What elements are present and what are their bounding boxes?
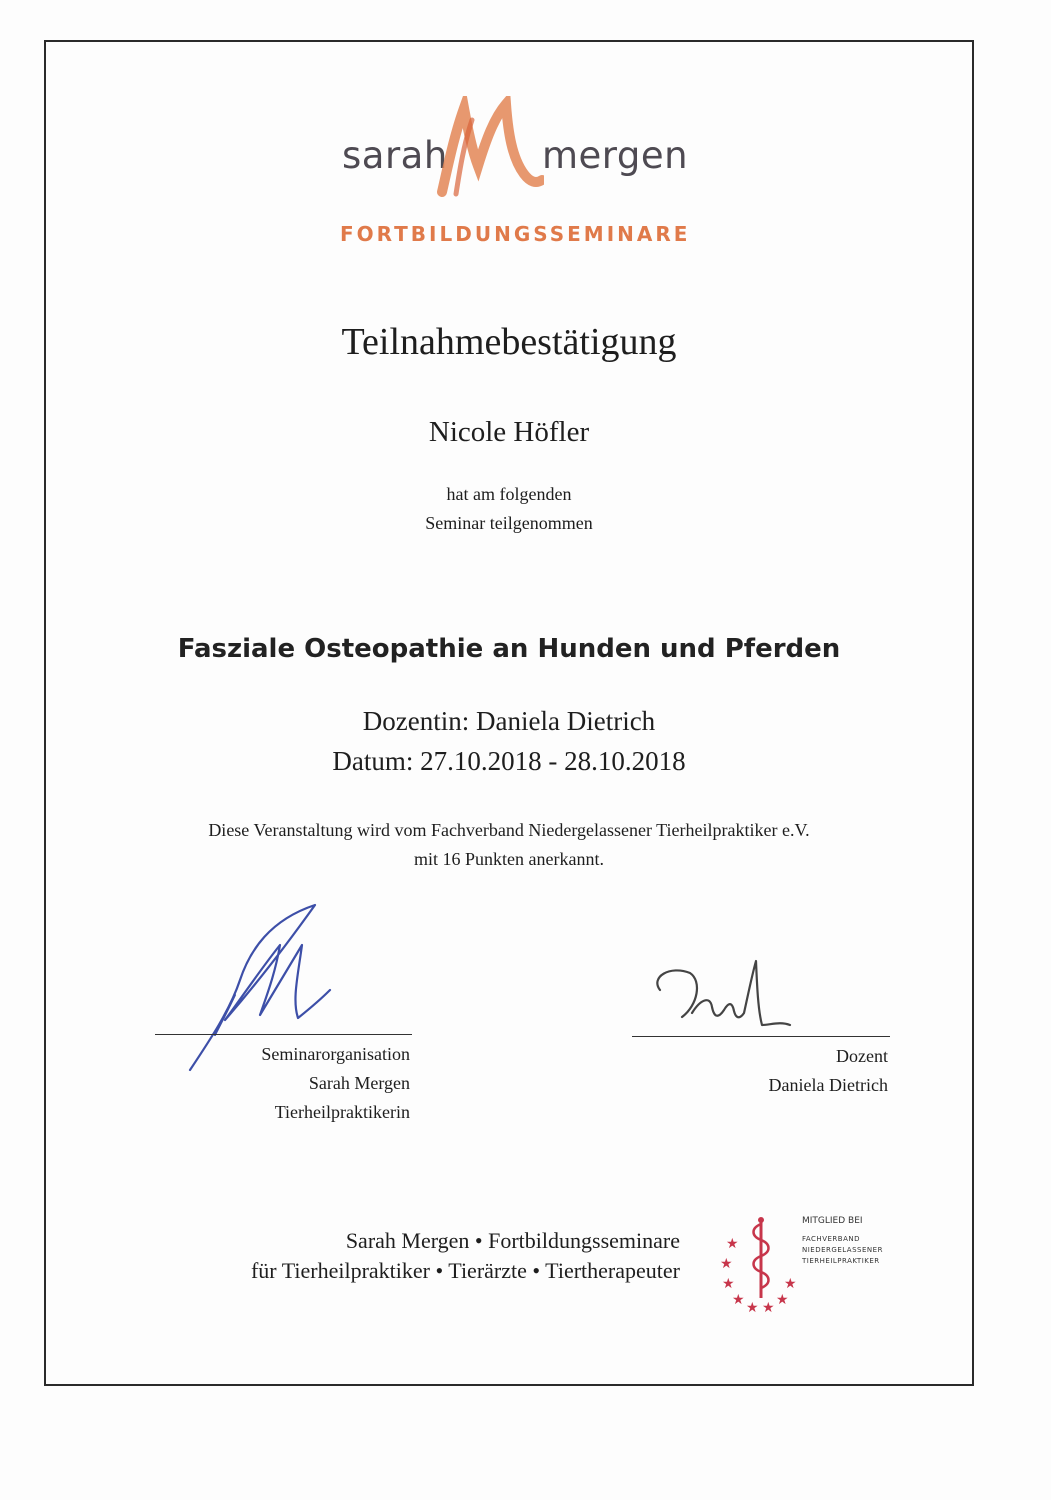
intro-line-1: hat am folgenden bbox=[446, 484, 572, 504]
badge-org-line-3: TIERHEILPRAKTIKER bbox=[802, 1257, 880, 1265]
svg-text:★: ★ bbox=[722, 1276, 735, 1292]
left-signature-block bbox=[150, 1040, 410, 1127]
svg-text:★: ★ bbox=[732, 1292, 745, 1308]
recognition-text bbox=[44, 816, 974, 874]
svg-text:★: ★ bbox=[784, 1276, 797, 1292]
left-signature-title: Tierheilpraktikerin bbox=[274, 1102, 410, 1122]
right-signature-line bbox=[632, 1036, 890, 1037]
lecturer-line: Dozentin: Daniela Dietrich bbox=[362, 706, 656, 736]
recognition-line-2: mit 16 Punkten anerkannt. bbox=[414, 849, 604, 869]
footer bbox=[140, 1226, 680, 1286]
intro-text bbox=[44, 480, 974, 538]
left-signature-line bbox=[155, 1034, 412, 1035]
svg-text:★: ★ bbox=[726, 1236, 739, 1252]
svg-text:★: ★ bbox=[720, 1256, 733, 1272]
svg-text:★: ★ bbox=[746, 1300, 759, 1316]
membership-badge bbox=[716, 1210, 906, 1320]
recognition-line-1: Diese Veranstaltung wird vom Fachverband Niedergelassener Tierheilpraktiker e.V. bbox=[208, 820, 810, 840]
right-signature-block bbox=[640, 1042, 888, 1100]
svg-text:★: ★ bbox=[776, 1292, 789, 1308]
badge-org bbox=[802, 1234, 883, 1267]
logo-word-left: sarah bbox=[342, 134, 448, 177]
left-signature-name: Sarah Mergen bbox=[308, 1073, 410, 1093]
badge-label: MITGLIED BEI bbox=[802, 1216, 863, 1226]
logo-m-mark-icon bbox=[434, 96, 544, 206]
date-line: Datum: 27.10.2018 - 28.10.2018 bbox=[332, 746, 686, 776]
logo-subtitle: FORTBILDUNGSSEMINARE bbox=[340, 222, 691, 246]
right-signature-icon bbox=[640, 955, 800, 1040]
logo-word-right: mergen bbox=[542, 134, 689, 177]
right-signature-role: Dozent bbox=[836, 1046, 888, 1066]
footer-line-2: für Tierheilpraktiker • Tierärzte • Tiertherapeuter bbox=[250, 1258, 680, 1283]
intro-line-2: Seminar teilgenommen bbox=[425, 513, 593, 533]
logo bbox=[330, 96, 700, 256]
badge-org-line-2: NIEDERGELASSENER bbox=[802, 1246, 883, 1254]
caduceus-stars-icon bbox=[716, 1210, 806, 1320]
course-title: Fasziale Osteopathie an Hunden und Pferden bbox=[177, 634, 841, 664]
footer-line-1: Sarah Mergen • Fortbildungsseminare bbox=[345, 1228, 680, 1253]
right-signature-name: Daniela Dietrich bbox=[768, 1075, 888, 1095]
participant-name: Nicole Höfler bbox=[428, 416, 590, 448]
certificate-title: Teilnahmebestätigung bbox=[341, 321, 677, 363]
svg-text:★: ★ bbox=[762, 1300, 775, 1316]
left-signature-role: Seminarorganisation bbox=[261, 1044, 410, 1064]
badge-org-line-1: FACHVERBAND bbox=[802, 1235, 860, 1243]
